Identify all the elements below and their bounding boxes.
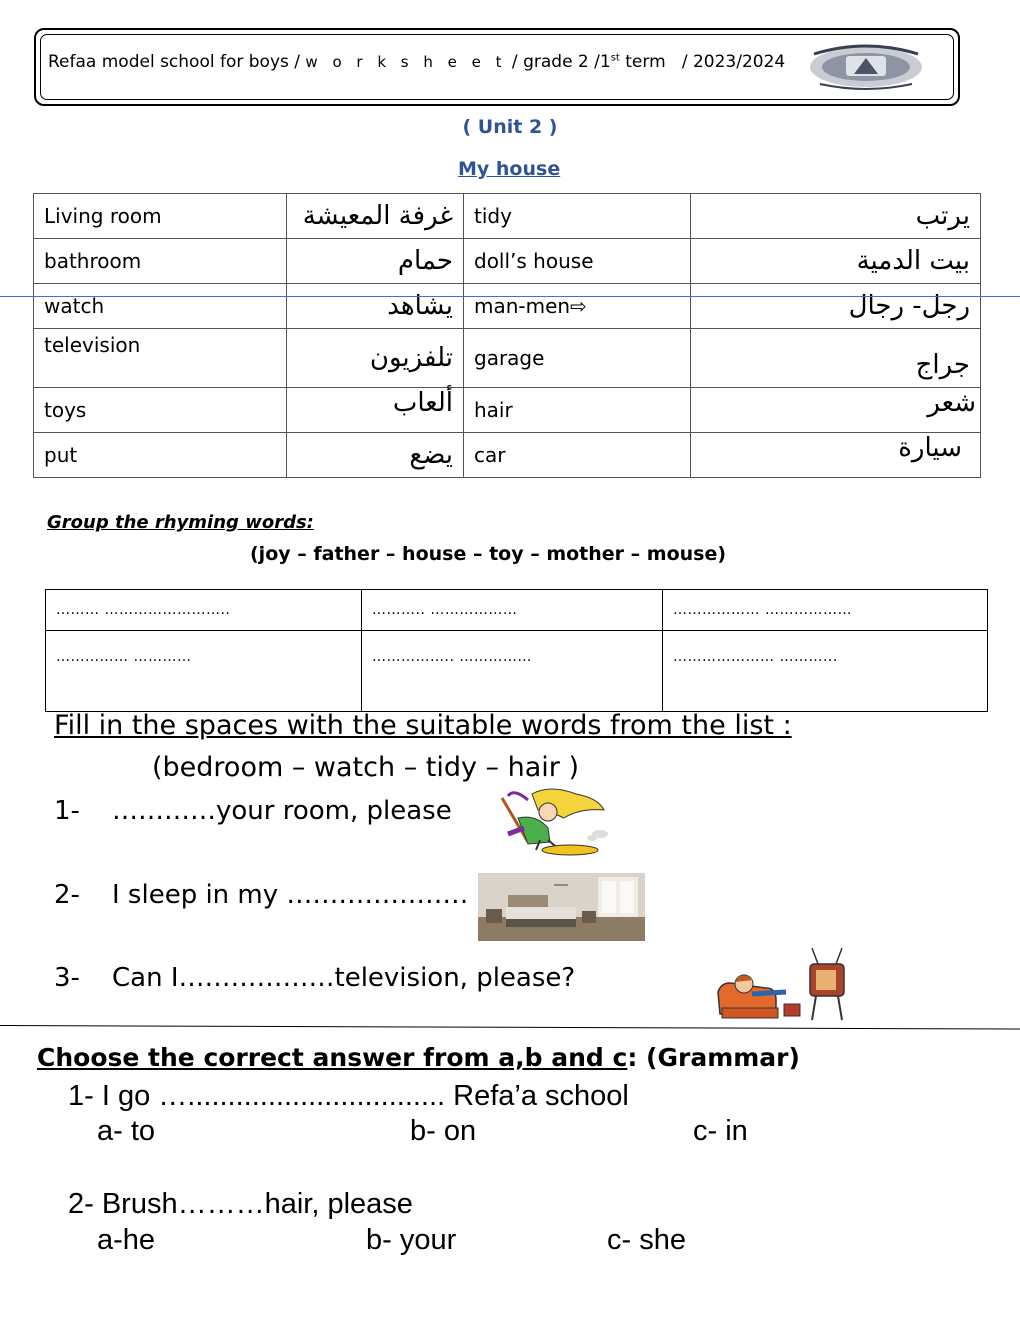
term-label: term: [625, 52, 666, 72]
term-number: 1: [599, 52, 611, 72]
vocab-ar: شعر: [691, 388, 981, 433]
option-b[interactable]: b- your: [366, 1224, 457, 1256]
vocab-en: car: [464, 433, 691, 478]
rhyming-answer-table: [45, 589, 988, 712]
question-text[interactable]: Can I………………television, please?: [112, 963, 576, 993]
option-c[interactable]: c- in: [693, 1115, 748, 1147]
vocab-en: toys: [34, 388, 287, 433]
question-number: 2-: [54, 880, 80, 910]
answer-blank[interactable]: …………… …………: [46, 631, 362, 712]
vocab-en: put: [34, 433, 287, 478]
question-text[interactable]: I sleep in my …………………: [112, 880, 469, 910]
rhyming-word-list: (joy – father – house – toy – mother – mouse): [250, 543, 727, 565]
school-year: 2023/2024: [692, 52, 786, 72]
grammar-question: 2- Brush………hair, please: [68, 1188, 413, 1220]
table-row: [34, 329, 981, 388]
option-a[interactable]: a- to: [97, 1115, 156, 1147]
vocab-en: tidy: [464, 194, 691, 239]
vocab-ar: تلفزيون: [287, 329, 464, 388]
fill-in-word-list: (bedroom – watch – tidy – hair ): [152, 752, 580, 783]
vocab-ar: يرتب: [691, 194, 981, 239]
term-suffix: st: [610, 52, 620, 64]
vocab-ar: جراج: [691, 329, 981, 388]
vocab-en: television: [34, 329, 287, 388]
topic-title: My house: [458, 158, 561, 180]
answer-blank[interactable]: ……… ……………………..: [46, 590, 362, 631]
girl-cleaning-icon: [488, 788, 613, 858]
vocab-en: Living room: [34, 194, 287, 239]
table-row: [34, 284, 981, 329]
vocab-ar: يضع: [287, 433, 464, 478]
table-row: [34, 194, 981, 239]
vocab-en: bathroom: [34, 239, 287, 284]
question-text[interactable]: …………your room, please: [112, 796, 452, 826]
unit-title: ( Unit 2 ): [462, 116, 558, 138]
vocab-ar: رجل- رجال: [691, 284, 981, 329]
vocab-ar: يشاهد: [287, 284, 464, 329]
divider-line: [0, 296, 1020, 297]
vocabulary-table: [33, 193, 981, 478]
option-a[interactable]: a-he: [97, 1224, 156, 1256]
rhyming-title: Group the rhyming words:: [47, 512, 314, 533]
vocab-en: garage: [464, 329, 691, 388]
table-row: [34, 433, 981, 478]
grade-label: grade 2: [523, 52, 589, 72]
question-number: 1-: [54, 796, 80, 826]
boy-watching-tv-icon: [712, 944, 857, 1022]
bedroom-photo-icon: [478, 873, 645, 941]
answer-blank[interactable]: ………………… ………...: [663, 631, 988, 712]
school-name: Refaa model school for boys: [48, 52, 289, 72]
grammar-title: [37, 1043, 800, 1072]
vocab-ar: حمام: [287, 239, 464, 284]
question-number: 3-: [54, 963, 80, 993]
option-c[interactable]: c- she: [607, 1224, 686, 1256]
vocab-ar: بيت الدمية: [691, 239, 981, 284]
answer-blank[interactable]: …………….. ……………: [362, 631, 663, 712]
table-row: [34, 388, 981, 433]
option-b[interactable]: b- on: [410, 1115, 477, 1147]
table-row: [34, 239, 981, 284]
fill-in-title: Fill in the spaces with the suitable words from the list :: [54, 710, 792, 741]
vocab-en: watch: [34, 284, 287, 329]
vocab-ar: ألعاب: [287, 388, 464, 433]
school-emblem-icon: [806, 40, 926, 92]
vocab-en: hair: [464, 388, 691, 433]
table-row: [46, 590, 988, 631]
header-text: Refaa model school for boys / w o r k s h e e t / grade 2 /1st term / 2023/2024: [48, 52, 786, 72]
answer-blank[interactable]: ……………… ………………: [663, 590, 988, 631]
vocab-en: doll’s house: [464, 239, 691, 284]
table-row: [46, 631, 988, 712]
vocab-ar: سيارة: [691, 433, 981, 478]
grammar-title-suffix: : (Grammar): [627, 1043, 800, 1072]
grammar-question: 1- I go …................................ Refa’a school: [68, 1080, 629, 1112]
answer-blank[interactable]: ……….. ………………: [362, 590, 663, 631]
vocab-ar: غرفة المعيشة: [287, 194, 464, 239]
worksheet-header: [34, 28, 960, 106]
vocab-en: man-men⇨: [464, 284, 691, 329]
worksheet-label: w o r k s h e e t: [305, 53, 507, 71]
grammar-title-main: Choose the correct answer from a,b and c: [37, 1043, 628, 1072]
section-separator: [0, 1025, 1020, 1030]
